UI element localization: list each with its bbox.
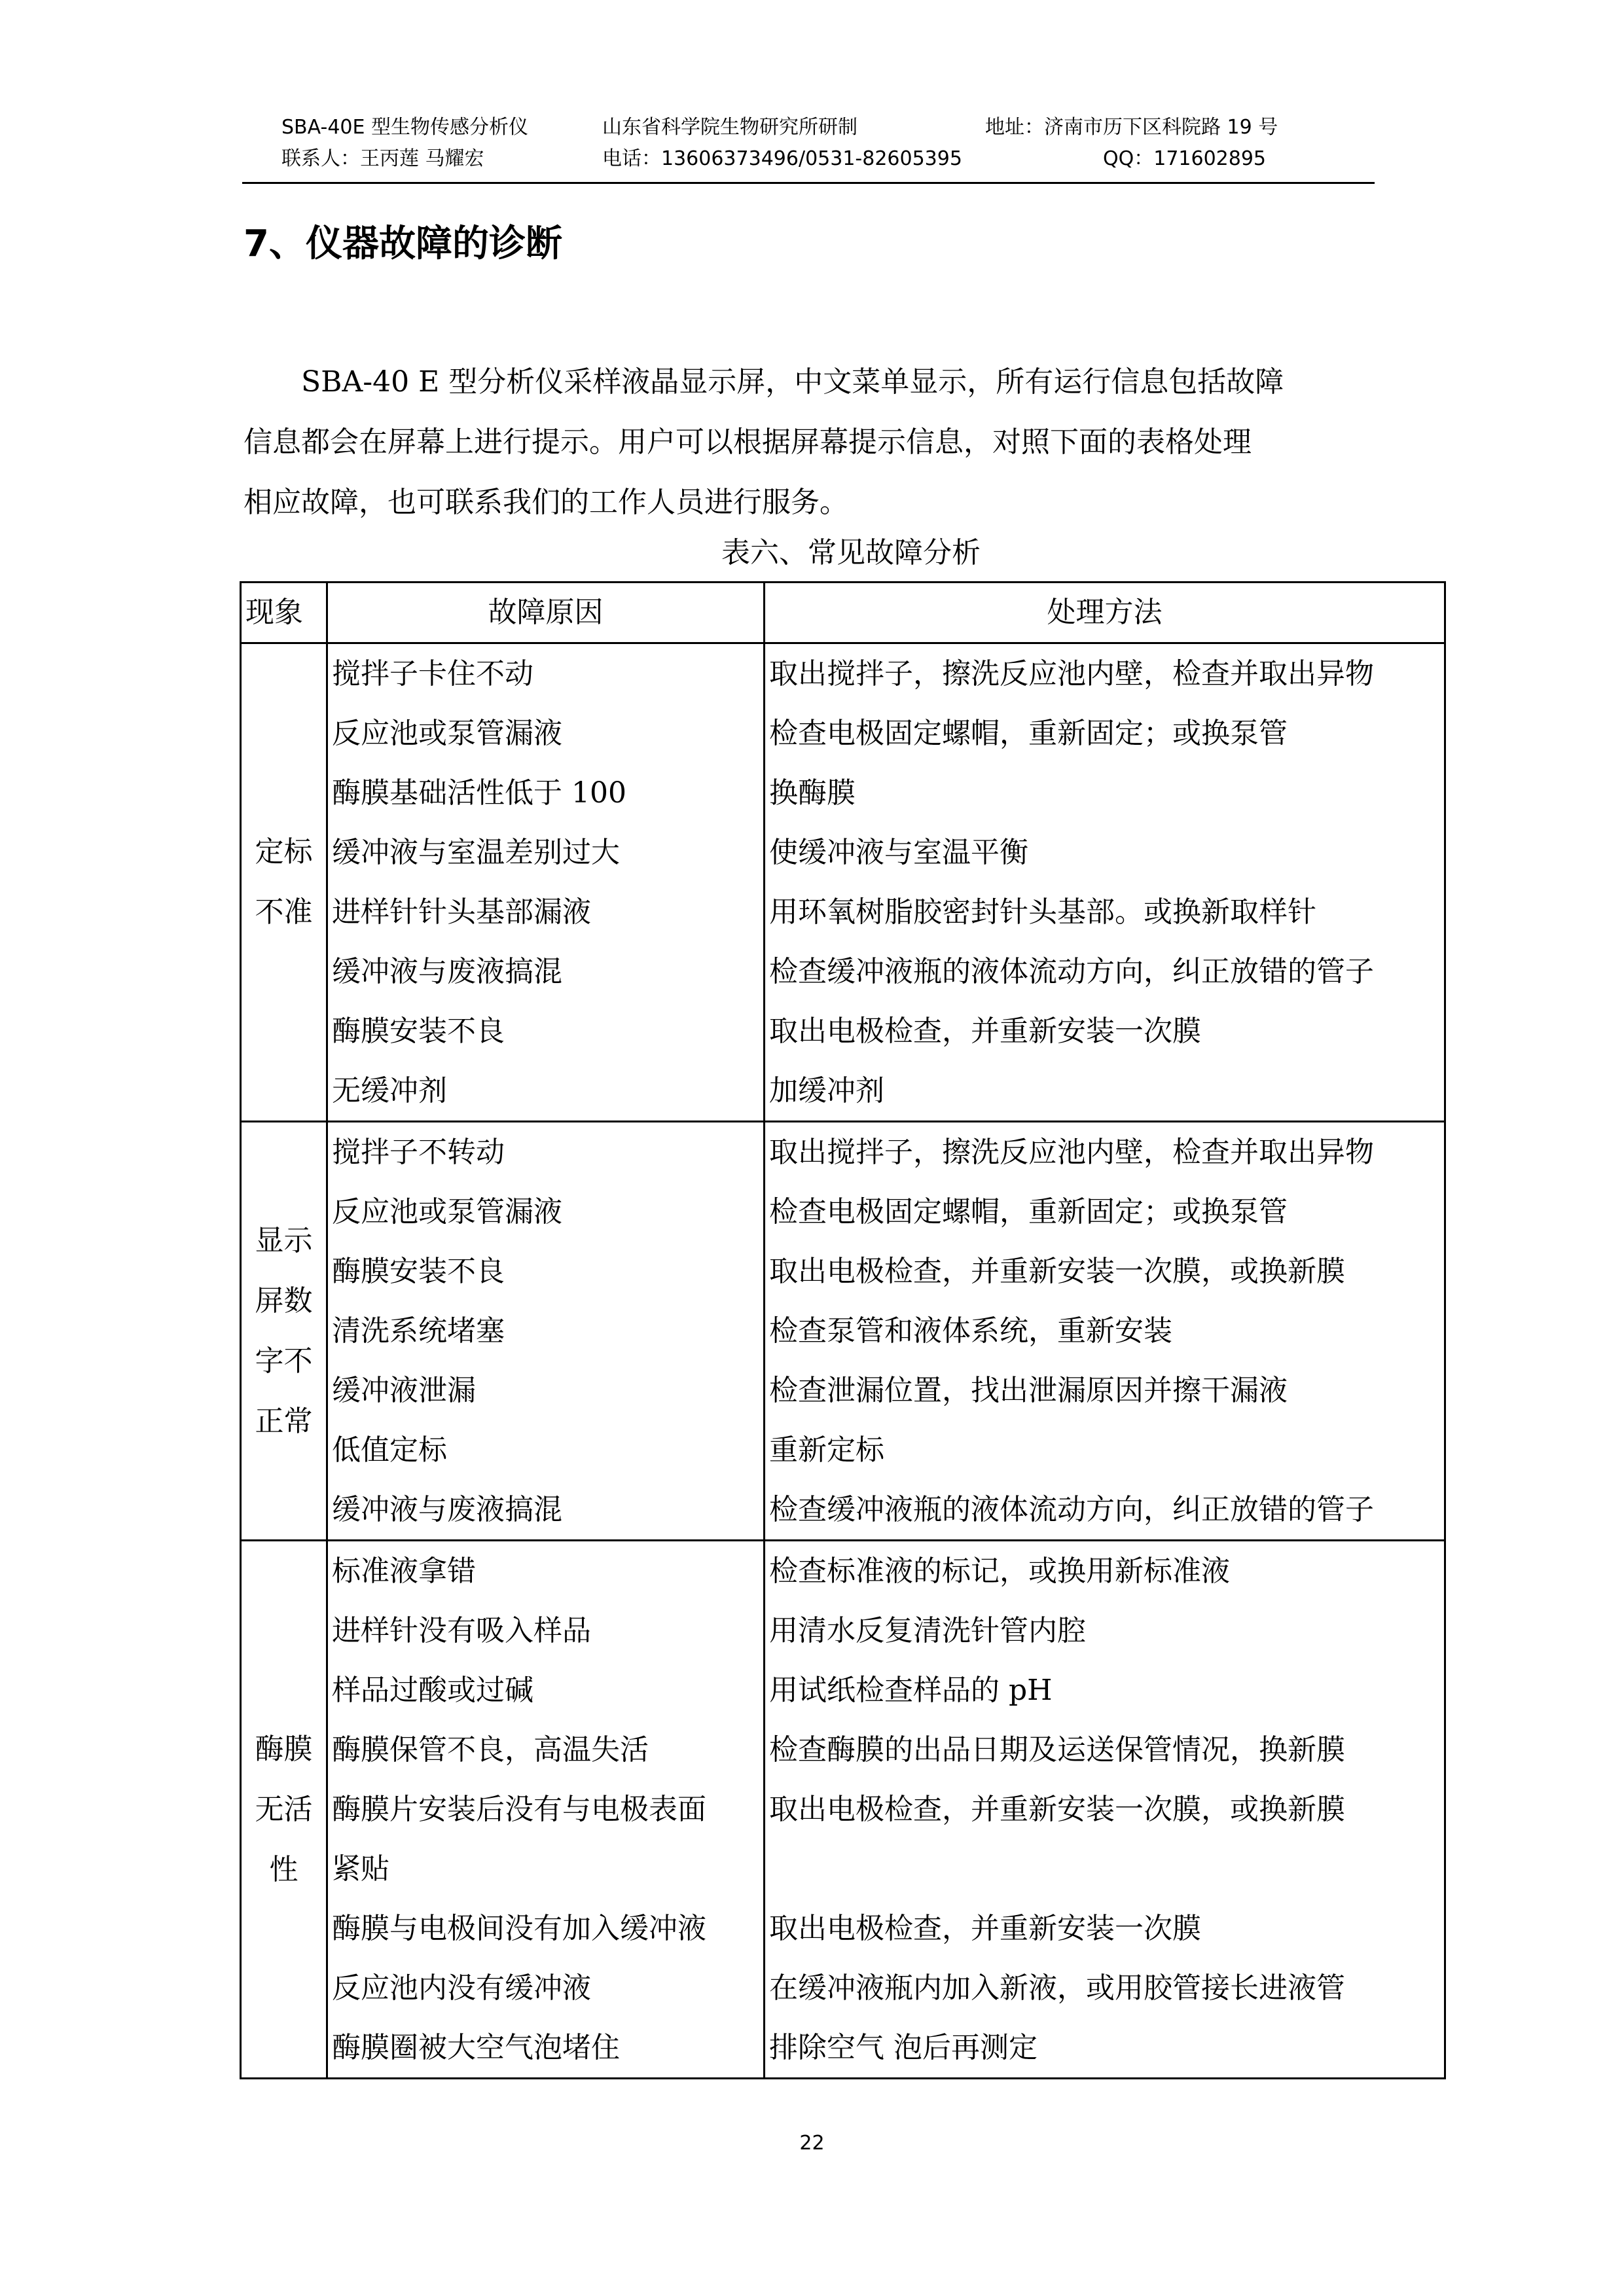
remedy-item: 换酶膜	[769, 776, 856, 810]
header-maker: 山东省科学院生物研究所研制	[602, 116, 857, 139]
cause-item: 缓冲液与废液搞混	[332, 1493, 562, 1526]
phenomenon-cell	[241, 1541, 327, 2079]
intro-line: SBA-40 E 型分析仪采样液晶显示屏，中文菜单显示，所有运行信息包括故障	[301, 365, 1284, 399]
remedy-item: 取出搅拌子，擦洗反应池内壁，检查并取出异物	[769, 657, 1374, 691]
header-line-2	[281, 143, 1375, 175]
phenomenon-text: 正常	[255, 1404, 313, 1438]
remedy-item	[769, 1839, 1440, 1899]
cause-item: 酶膜圈被大空气泡堵住	[332, 2031, 620, 2064]
page-number: 22	[799, 2132, 825, 2155]
table-caption: 表六、常见故障分析	[721, 536, 981, 569]
remedy-item: 检查酶膜的出品日期及运送保管情况，换新膜	[769, 1733, 1345, 1767]
cause-item: 酶膜基础活性低于 100	[332, 776, 626, 810]
remedy-item: 用环氧树脂胶密封针头基部。或换新取样针	[769, 895, 1316, 929]
intro-paragraph	[244, 352, 1382, 533]
header-phone: 电话：13606373496/0531-82605395	[602, 147, 962, 170]
cause-cell	[327, 1541, 765, 2079]
remedy-item: 取出电极检查，并重新安装一次膜，或换新膜	[769, 1255, 1345, 1288]
remedy-cell	[765, 1122, 1445, 1541]
remedy-item: 检查缓冲液瓶的液体流动方向，纠正放错的管子	[769, 955, 1374, 988]
header-contacts: 联系人：王丙莲 马耀宏	[281, 147, 484, 170]
remedy-item: 检查泄漏位置，找出泄漏原因并擦干漏液	[769, 1374, 1288, 1407]
phenomenon-text: 无活	[255, 1792, 313, 1826]
header-remedy: 处理方法	[765, 583, 1445, 643]
cause-item: 搅拌子不转动	[332, 1136, 505, 1169]
header-product: SBA-40E 型生物传感分析仪	[281, 116, 528, 139]
cause-item: 进样针针头基部漏液	[332, 895, 591, 929]
phenomenon-text: 性	[269, 1852, 298, 1886]
remedy-item: 检查标准液的标记，或换用新标准液	[769, 1554, 1230, 1588]
cause-item: 反应池内没有缓冲液	[332, 1971, 591, 2005]
cause-item: 进样针没有吸入样品	[332, 1614, 591, 1647]
phenomenon-text: 字不	[255, 1344, 313, 1378]
remedy-item: 重新定标	[769, 1433, 884, 1467]
table-row	[241, 643, 1445, 1122]
header-cause: 故障原因	[327, 583, 765, 643]
remedy-cell	[765, 643, 1445, 1122]
remedy-item: 检查泵管和液体系统，重新安装	[769, 1314, 1172, 1348]
header-rule	[242, 182, 1375, 184]
cause-item: 缓冲液与废液搞混	[332, 955, 562, 988]
header-qq: QQ：171602895	[1103, 147, 1267, 170]
phenomenon-text: 不准	[255, 895, 313, 929]
phenomenon-cell	[241, 1122, 327, 1541]
header-phenomenon: 现象	[241, 583, 327, 643]
phenomenon-text: 定标	[255, 835, 313, 869]
cause-item: 酶膜与电极间没有加入缓冲液	[332, 1912, 706, 1945]
phenomenon-cell	[241, 643, 327, 1122]
cause-item: 酶膜片安装后没有与电极表面	[332, 1793, 706, 1826]
remedy-item: 用试纸检查样品的 pH	[769, 1674, 1053, 1707]
intro-line: 信息都会在屏幕上进行提示。用户可以根据屏幕提示信息，对照下面的表格处理	[244, 425, 1252, 459]
cause-item: 酶膜安装不良	[332, 1255, 505, 1288]
remedy-item: 在缓冲液瓶内加入新液，或用胶管接长进液管	[769, 1971, 1345, 2005]
header-line-1	[281, 111, 1375, 144]
phenomenon-text: 酶膜	[255, 1732, 313, 1766]
section-title: 7、仪器故障的诊断	[244, 223, 562, 265]
fault-analysis-table	[240, 581, 1446, 2079]
remedy-item: 使缓冲液与室温平衡	[769, 836, 1028, 869]
remedy-item: 取出电极检查，并重新安装一次膜	[769, 1014, 1201, 1048]
cause-cell	[327, 1122, 765, 1541]
remedy-item: 检查电极固定螺帽，重新固定；或换泵管	[769, 1195, 1288, 1229]
cause-item: 酶膜保管不良，高温失活	[332, 1733, 649, 1767]
phenomenon-text: 显示	[255, 1223, 313, 1257]
page-header	[281, 111, 1375, 185]
phenomenon-text: 屏数	[255, 1283, 313, 1318]
cause-item: 搅拌子卡住不动	[332, 657, 533, 691]
remedy-item: 取出搅拌子，擦洗反应池内壁，检查并取出异物	[769, 1136, 1374, 1169]
cause-item: 酶膜安装不良	[332, 1014, 505, 1048]
remedy-item: 检查电极固定螺帽，重新固定；或换泵管	[769, 717, 1288, 750]
cause-item: 低值定标	[332, 1433, 447, 1467]
cause-item: 无缓冲剂	[332, 1074, 447, 1107]
header-address: 地址：济南市历下区科院路 19 号	[985, 116, 1278, 139]
remedy-item: 加缓冲剂	[769, 1074, 884, 1107]
remedy-item: 检查缓冲液瓶的液体流动方向，纠正放错的管子	[769, 1493, 1374, 1526]
cause-item: 标准液拿错	[332, 1554, 476, 1588]
cause-item: 清洗系统堵塞	[332, 1314, 505, 1348]
cause-item: 反应池或泵管漏液	[332, 1195, 562, 1229]
remedy-item: 用清水反复清洗针管内腔	[769, 1614, 1086, 1647]
table-header-row	[241, 583, 1445, 643]
remedy-item: 排除空气 泡后再测定	[769, 2031, 1038, 2064]
cause-item: 反应池或泵管漏液	[332, 717, 562, 750]
cause-cell	[327, 643, 765, 1122]
remedy-cell	[765, 1541, 1445, 2079]
remedy-item: 取出电极检查，并重新安装一次膜，或换新膜	[769, 1793, 1345, 1826]
cause-item: 样品过酸或过碱	[332, 1674, 533, 1707]
cause-item: 紧贴	[332, 1852, 389, 1886]
cause-item: 缓冲液泄漏	[332, 1374, 476, 1407]
table-row	[241, 1122, 1445, 1541]
cause-item: 缓冲液与室温差别过大	[332, 836, 620, 869]
remedy-item: 取出电极检查，并重新安装一次膜	[769, 1912, 1201, 1945]
table-row	[241, 1541, 1445, 2079]
intro-line: 相应故障，也可联系我们的工作人员进行服务。	[244, 486, 848, 519]
